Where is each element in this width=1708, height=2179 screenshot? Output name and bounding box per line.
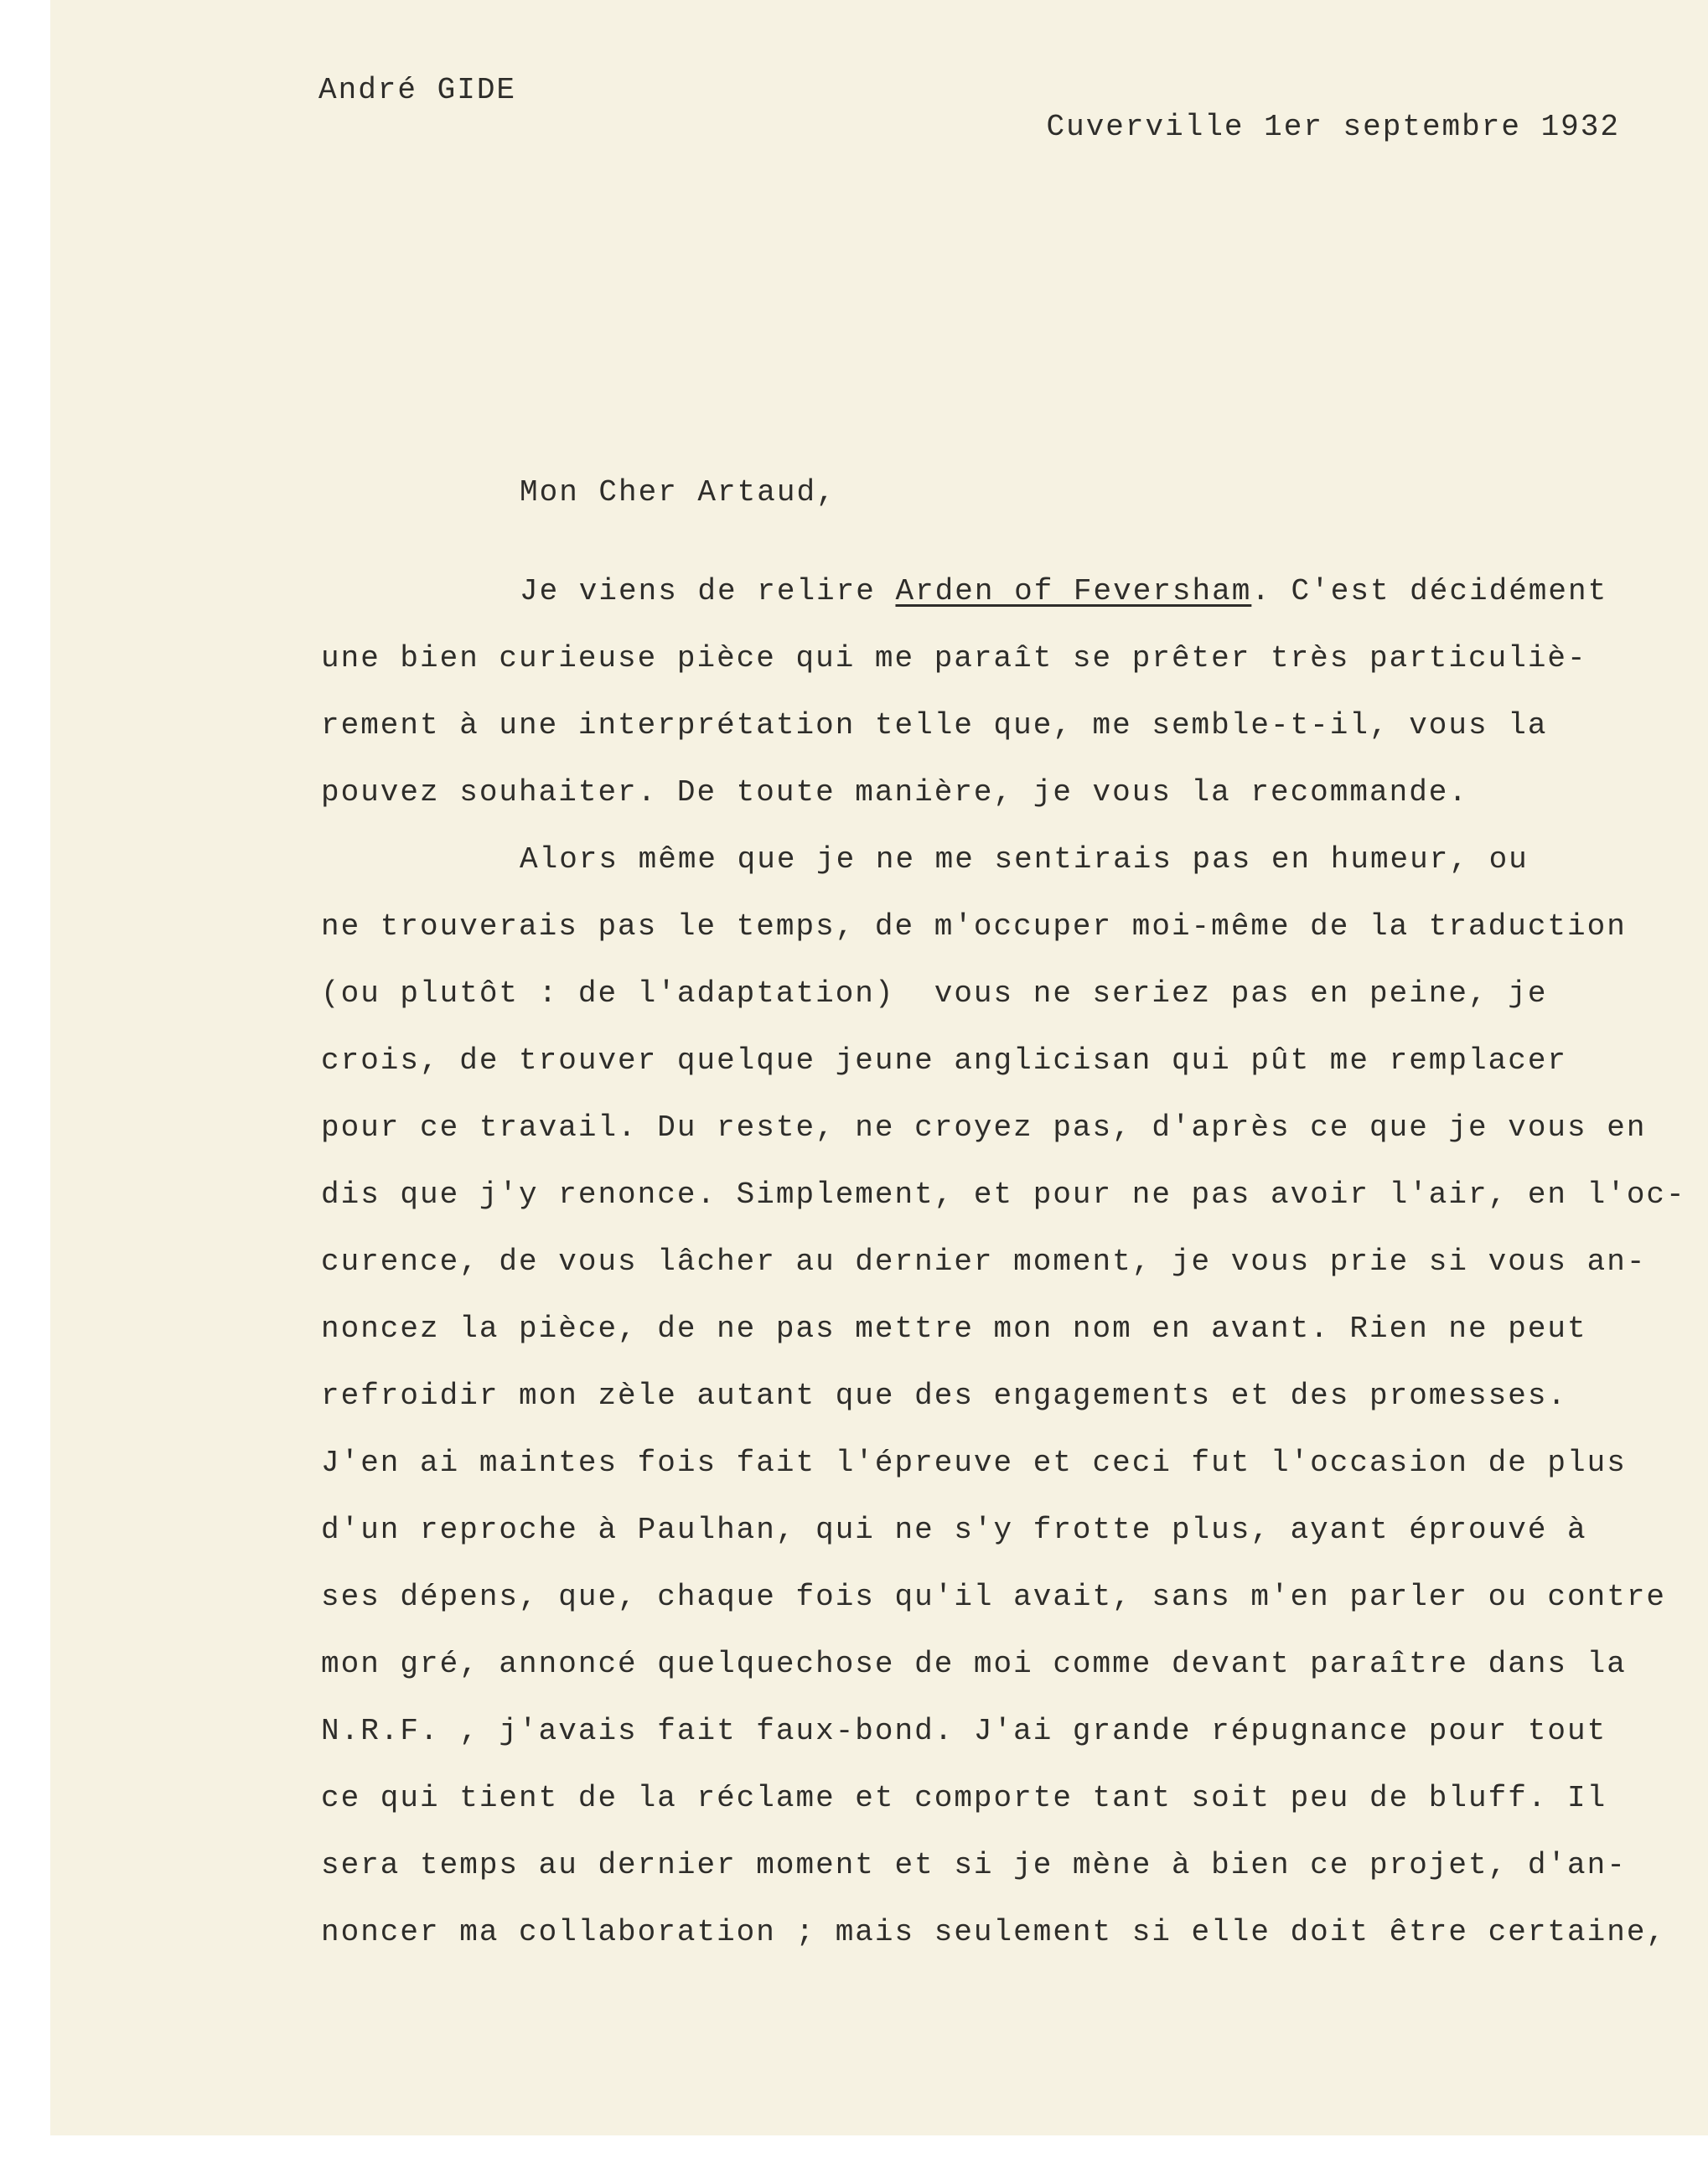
body-line: Alors même que je ne me sentirais pas en humeur, ou xyxy=(520,842,1529,877)
play-title: Arden of Feversham xyxy=(895,574,1252,608)
salutation: Mon Cher Artaud, xyxy=(520,475,836,510)
body-line: (ou plutôt : de l'adaptation) vous ne seriez pas en peine, je xyxy=(321,976,1548,1011)
body-line: d'un reproche à Paulhan, qui ne s'y frotte plus, ayant éprouvé à xyxy=(321,1513,1587,1547)
body-line: noncer ma collaboration ; mais seulement si elle doit être certaine, xyxy=(321,1915,1667,1949)
body-line: crois, de trouver quelque jeune anglicisan qui pût me remplacer xyxy=(321,1043,1568,1078)
body-line: ce qui tient de la réclame et comporte tant soit peu de bluff. Il xyxy=(321,1781,1607,1815)
body-line: dis que j'y renonce. Simplement, et pour ne pas avoir l'air, en l'oc- xyxy=(321,1177,1686,1212)
letter-page xyxy=(50,0,1708,2135)
body-line: sera temps au dernier moment et si je mène à bien ce projet, d'an- xyxy=(321,1848,1627,1882)
body-text-before-title: Je viens de relire xyxy=(520,574,896,608)
body-line: curence, de vous lâcher au dernier moment, je vous prie si vous an- xyxy=(321,1245,1647,1279)
body-line-first xyxy=(520,574,1608,608)
body-line: mon gré, annoncé quelquechose de moi comme devant paraître dans la xyxy=(321,1647,1627,1681)
body-line: ses dépens, que, chaque fois qu'il avait, sans m'en parler ou contre xyxy=(321,1580,1667,1614)
author-name: André GIDE xyxy=(318,73,517,107)
body-line: une bien curieuse pièce qui me paraît se prêter très particuliè- xyxy=(321,641,1587,675)
body-line: pour ce travail. Du reste, ne croyez pas, d'après ce que je vous en xyxy=(321,1110,1647,1145)
body-line: ne trouverais pas le temps, de m'occuper moi-même de la traduction xyxy=(321,909,1627,944)
body-line: noncez la pièce, de ne pas mettre mon nom en avant. Rien ne peut xyxy=(321,1312,1587,1346)
body-line: N.R.F. , j'avais fait faux-bond. J'ai grande répugnance pour tout xyxy=(321,1714,1607,1748)
body-line: pouvez souhaiter. De toute manière, je vous la recommande. xyxy=(321,775,1469,810)
body-line: refroidir mon zèle autant que des engagements et des promesses. xyxy=(321,1379,1568,1413)
body-line: rement à une interprétation telle que, me semble-t-il, vous la xyxy=(321,708,1548,743)
body-text-after-title: . C'est décidément xyxy=(1251,574,1608,608)
body-line: J'en ai maintes fois fait l'épreuve et ceci fut l'occasion de plus xyxy=(321,1446,1627,1480)
letter-date: Cuverville 1er septembre 1932 xyxy=(1046,110,1620,144)
